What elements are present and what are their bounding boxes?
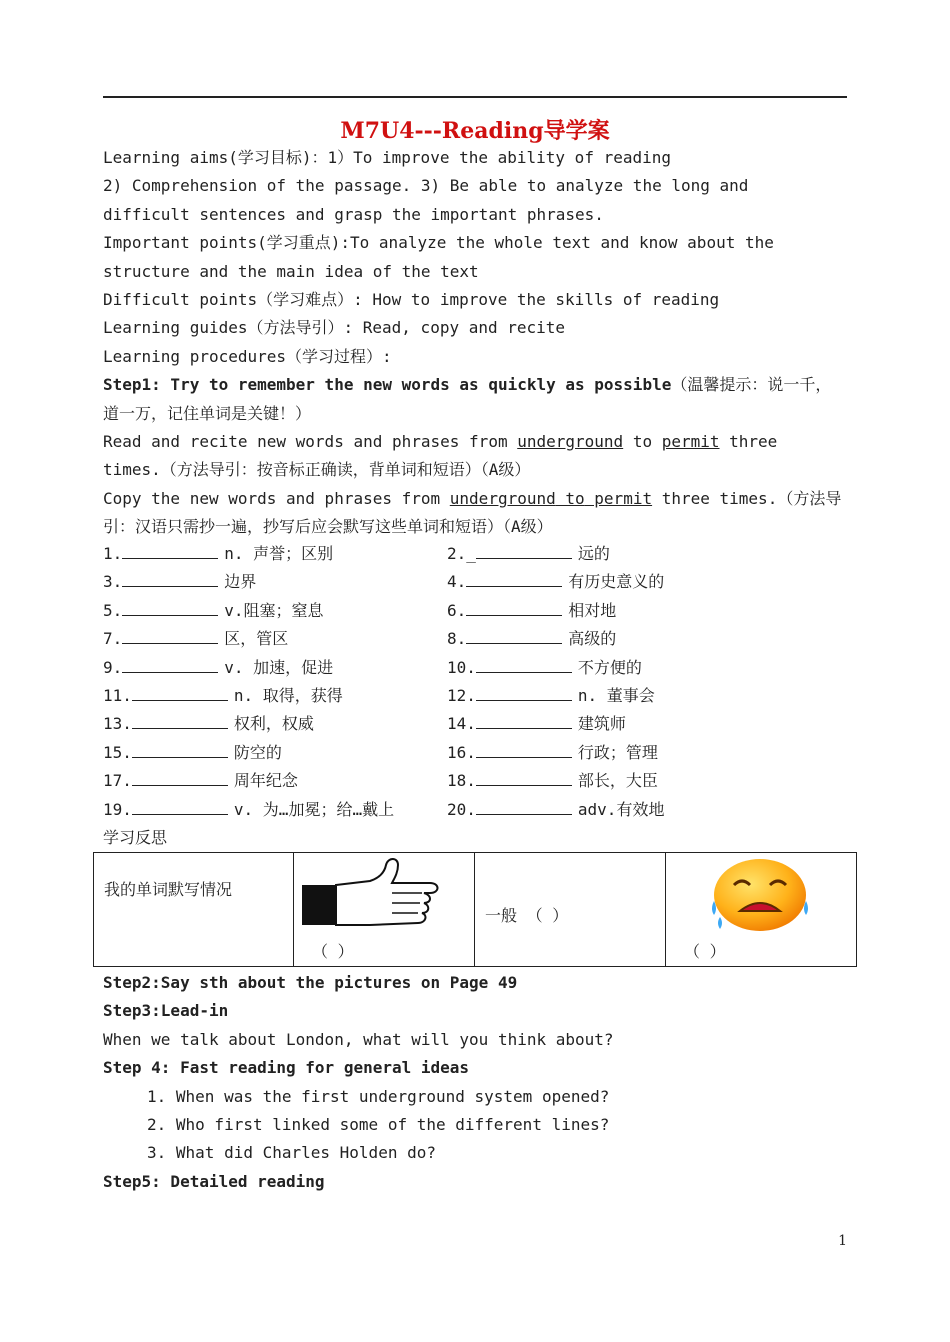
read-instruction-2: times.（方法导引：按音标正确读，背单词和短语）（A级） xyxy=(103,460,531,480)
vocab-meaning: 区，管区 xyxy=(224,629,289,649)
vocab-item xyxy=(447,682,655,710)
top-rule xyxy=(103,96,847,98)
read-word-permit: permit xyxy=(661,431,720,451)
intro-section xyxy=(103,144,853,541)
steps-section xyxy=(103,969,853,1196)
vocab-meaning: 行政；管理 xyxy=(577,742,658,762)
vocab-row xyxy=(103,796,853,824)
vocab-blank[interactable] xyxy=(476,767,572,786)
reflection-label-cell xyxy=(94,853,294,967)
vocab-number: 2._ xyxy=(447,544,476,563)
vocab-number: 13. xyxy=(103,714,132,734)
vocab-meaning: v.阻塞；窒息 xyxy=(224,600,324,620)
vocab-number: 1. xyxy=(103,544,123,563)
vocab-item xyxy=(447,796,664,824)
step1-tip-2: 道一万，记住单词是关键！） xyxy=(103,403,312,423)
vocab-item xyxy=(447,739,658,767)
vocab-item xyxy=(103,597,324,625)
vocab-row xyxy=(103,767,853,795)
page-number: 1 xyxy=(838,1233,847,1249)
vocab-blank[interactable] xyxy=(122,568,218,587)
vocab-meaning: 相对地 xyxy=(568,600,617,620)
vocab-blank[interactable] xyxy=(122,540,218,559)
vocab-item xyxy=(103,682,343,710)
vocab-meaning: n. 董事会 xyxy=(577,685,655,705)
step1-tip-1: （温馨提示：说一千， xyxy=(671,375,832,395)
vocab-blank[interactable] xyxy=(132,767,228,786)
thumb-cell[interactable] xyxy=(294,853,475,967)
vocab-meaning: v. 加速，促进 xyxy=(224,657,334,677)
learning-procedures: Learning procedures（学习过程）: xyxy=(103,346,392,366)
vocab-number: 18. xyxy=(447,771,476,791)
vocab-meaning: n. 声誉；区别 xyxy=(224,544,334,563)
copy-instruction-2: 引：汉语只需抄一遍，抄写后应会默写这些单词和短语）（A级） xyxy=(103,517,553,537)
vocab-blank[interactable] xyxy=(476,654,572,673)
fast-reading-question-1: 1. When was the first underground system opened? xyxy=(147,1086,610,1106)
vocab-row xyxy=(103,568,853,596)
vocab-meaning: 高级的 xyxy=(568,629,617,649)
vocab-row xyxy=(103,682,853,710)
vocab-item xyxy=(447,597,616,625)
vocab-number: 10. xyxy=(447,657,476,677)
vocab-item xyxy=(447,568,664,596)
copy-word-underground: underground xyxy=(449,488,556,508)
vocab-item xyxy=(103,710,314,738)
step2-heading: Step2:Say sth about the pictures on Page 49 xyxy=(103,973,518,992)
leadin-question: When we talk about London, what will you think about? xyxy=(103,1029,614,1049)
vocab-blank[interactable] xyxy=(122,654,218,673)
vocab-blank[interactable] xyxy=(466,568,562,587)
vocab-number: 20. xyxy=(447,799,476,819)
step1-heading: Step1: Try to remember the new words as quickly as possible xyxy=(103,375,672,395)
thumb-paren: （ ） xyxy=(312,942,354,961)
vocab-row xyxy=(103,540,853,568)
step3-heading: Step3:Lead-in xyxy=(103,1001,229,1021)
vocab-number: 11. xyxy=(103,685,132,705)
vocab-item xyxy=(447,767,658,795)
vocab-number: 15. xyxy=(103,742,132,762)
vocab-number: 19. xyxy=(103,799,132,819)
vocab-meaning: 部长，大臣 xyxy=(577,771,658,791)
vocab-item xyxy=(103,654,333,682)
vocab-item xyxy=(103,767,298,795)
vocab-blank[interactable] xyxy=(466,625,562,644)
vocab-item xyxy=(447,710,626,738)
aims-line-3: difficult sentences and grasp the important phrases. xyxy=(103,204,604,224)
vocab-row xyxy=(103,597,853,625)
vocab-blank[interactable] xyxy=(466,597,562,616)
vocab-item xyxy=(103,568,256,596)
aims-line-1: Learning aims(学习目标)：1）To improve the ability of reading xyxy=(103,148,672,167)
vocab-number: 7. xyxy=(103,629,123,649)
vocab-item xyxy=(447,654,642,682)
vocab-row xyxy=(103,654,853,682)
read-instruction xyxy=(103,428,853,456)
vocab-blank[interactable] xyxy=(122,625,218,644)
read-word-underground: underground xyxy=(517,431,624,451)
page-title: M7U4---Reading导学案 xyxy=(340,118,610,144)
vocab-number: 9. xyxy=(103,657,123,677)
vocab-meaning: 远的 xyxy=(577,544,610,563)
sad-paren: （ ） xyxy=(684,942,726,961)
vocab-number: 16. xyxy=(447,742,476,762)
vocab-number: 6. xyxy=(447,600,467,620)
difficult-points: Difficult points（学习难点）: How to improve the skills of reading xyxy=(103,289,720,309)
vocab-item xyxy=(103,739,282,767)
vocab-blank[interactable] xyxy=(476,739,572,758)
vocab-blank[interactable] xyxy=(476,710,572,729)
step1-heading-line xyxy=(103,371,853,399)
vocab-item xyxy=(103,625,288,653)
vocab-item xyxy=(103,796,394,824)
vocab-blank[interactable] xyxy=(122,597,218,616)
crying-face-icon xyxy=(702,855,822,935)
thumbs-up-icon xyxy=(300,855,450,935)
vocab-meaning: v. 为…加冕；给…戴上 xyxy=(233,799,395,819)
vocab-meaning: 边界 xyxy=(224,572,257,592)
important-line-1: Important points(学习重点):To analyze the whole text and know about the xyxy=(103,233,774,253)
vocab-row xyxy=(103,739,853,767)
read-suffix: three xyxy=(719,431,778,451)
vocab-meaning: 权利，权威 xyxy=(233,714,314,734)
vocab-row xyxy=(103,625,853,653)
fast-reading-question-2: 2. Who first linked some of the different lines? xyxy=(147,1114,610,1134)
vocab-blank[interactable] xyxy=(132,796,228,815)
copy-instruction xyxy=(103,485,853,513)
step5-heading: Step5: Detailed reading xyxy=(103,1171,325,1191)
vocab-meaning: n. 取得，获得 xyxy=(233,685,343,705)
vocab-blank[interactable] xyxy=(132,682,228,701)
ok-text: 一般 （ ） xyxy=(485,906,569,925)
vocab-meaning: 周年纪念 xyxy=(233,771,298,791)
vocab-meaning: 有历史意义的 xyxy=(568,572,665,592)
vocab-meaning: 建筑师 xyxy=(577,714,626,734)
vocab-blank[interactable] xyxy=(476,540,572,559)
reflection-table xyxy=(93,852,857,967)
read-prefix: Read and recite new words and phrases from xyxy=(103,431,518,451)
vocab-blank[interactable] xyxy=(132,739,228,758)
sad-cell[interactable] xyxy=(666,853,857,967)
copy-prefix: Copy the new words and phrases from xyxy=(103,488,450,508)
ok-cell[interactable] xyxy=(475,853,666,967)
reflection-heading: 学习反思 xyxy=(103,828,168,847)
vocab-list xyxy=(103,540,853,824)
fast-reading-question-3: 3. What did Charles Holden do? xyxy=(147,1143,436,1163)
important-line-2: structure and the main idea of the text xyxy=(103,261,479,281)
vocab-number: 3. xyxy=(103,572,123,592)
vocab-item xyxy=(447,540,610,568)
copy-word-permit: permit xyxy=(584,488,653,508)
copy-mid: to xyxy=(555,488,585,508)
vocab-blank[interactable] xyxy=(476,796,572,815)
vocab-number: 12. xyxy=(447,685,476,705)
vocab-blank[interactable] xyxy=(476,682,572,701)
step4-heading: Step 4: Fast reading for general ideas xyxy=(103,1058,470,1078)
vocab-number: 4. xyxy=(447,572,467,592)
vocab-item xyxy=(447,625,616,653)
vocab-number: 17. xyxy=(103,771,132,791)
aims-line-2: 2) Comprehension of the passage. 3) Be able to analyze the long and xyxy=(103,176,749,196)
vocab-number: 5. xyxy=(103,600,123,620)
vocab-row xyxy=(103,710,853,738)
vocab-meaning: 防空的 xyxy=(233,742,282,762)
read-mid: to xyxy=(623,431,662,451)
vocab-meaning: adv.有效地 xyxy=(577,799,665,819)
vocab-number: 14. xyxy=(447,714,476,734)
copy-suffix: three times.（方法导 xyxy=(652,488,842,508)
learning-guides: Learning guides（方法导引）: Read, copy and recite xyxy=(103,318,566,338)
vocab-blank[interactable] xyxy=(132,710,228,729)
vocab-item xyxy=(103,540,333,568)
vocab-number: 8. xyxy=(447,629,467,649)
vocab-meaning: 不方便的 xyxy=(577,657,642,677)
reflection-label: 我的单词默写情况 xyxy=(104,880,233,899)
